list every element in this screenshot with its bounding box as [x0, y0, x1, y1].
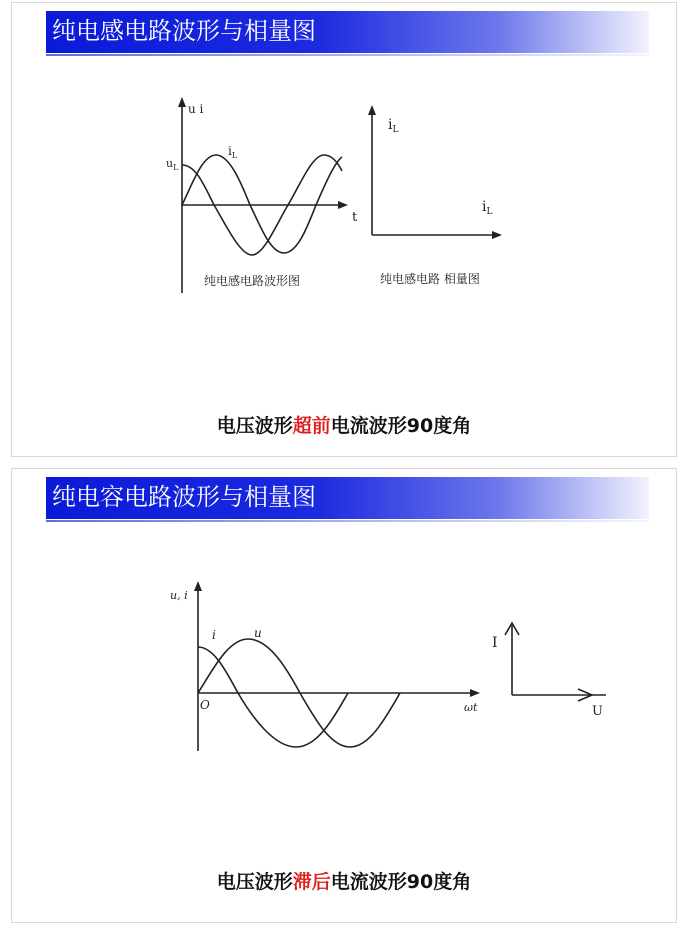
phasor-horizontal-arrow — [492, 231, 502, 239]
slide-caption: 电压波形超前电流波形90度角 — [216, 415, 472, 437]
phasor-caption: 纯电感电路 相量图 — [380, 272, 480, 286]
inductor-waveform-diagram — [152, 93, 372, 303]
x-axis-arrow — [338, 201, 348, 209]
x-axis-arrow — [470, 689, 480, 697]
current-label: $i_L$ — [228, 144, 238, 160]
phasor-vertical-label: I — [492, 635, 498, 651]
slide-title: 纯电容电路波形与相量图 — [46, 477, 649, 519]
slide-caption: 电压波形滞后电流波形90度角 — [216, 871, 472, 893]
slide-inductor — [11, 2, 677, 457]
axis-y-label: u i — [188, 102, 204, 116]
current-wave — [182, 155, 342, 253]
highlight-text: 滞后 — [292, 871, 331, 893]
phasor-vertical-label: $i_L$ — [388, 117, 399, 135]
waveform-caption: 纯电感电路波形图 — [204, 274, 301, 288]
axis-y-label: u, i — [170, 589, 188, 602]
current-label: i — [212, 628, 216, 642]
voltage-label: u — [254, 626, 262, 640]
phasor-vertical-arrow — [368, 105, 376, 115]
capacitor-waveform-diagram — [152, 581, 492, 761]
y-axis-arrow — [178, 97, 186, 107]
inductor-phasor-diagram — [360, 101, 520, 291]
voltage-label: $u_L$ — [166, 157, 179, 172]
origin-label: O — [200, 698, 210, 712]
phasor-horizontal-label: U — [592, 704, 603, 719]
axis-x-label: t — [352, 210, 358, 225]
slide-capacitor — [11, 468, 677, 923]
slide-title: 纯电感电路波形与相量图 — [46, 11, 649, 53]
highlight-text: 超前 — [292, 415, 331, 437]
axis-x-label: ωt — [464, 701, 478, 714]
capacitor-phasor-diagram — [486, 617, 626, 717]
y-axis-arrow — [194, 581, 202, 591]
phasor-horizontal-label: $i_L$ — [482, 199, 493, 217]
